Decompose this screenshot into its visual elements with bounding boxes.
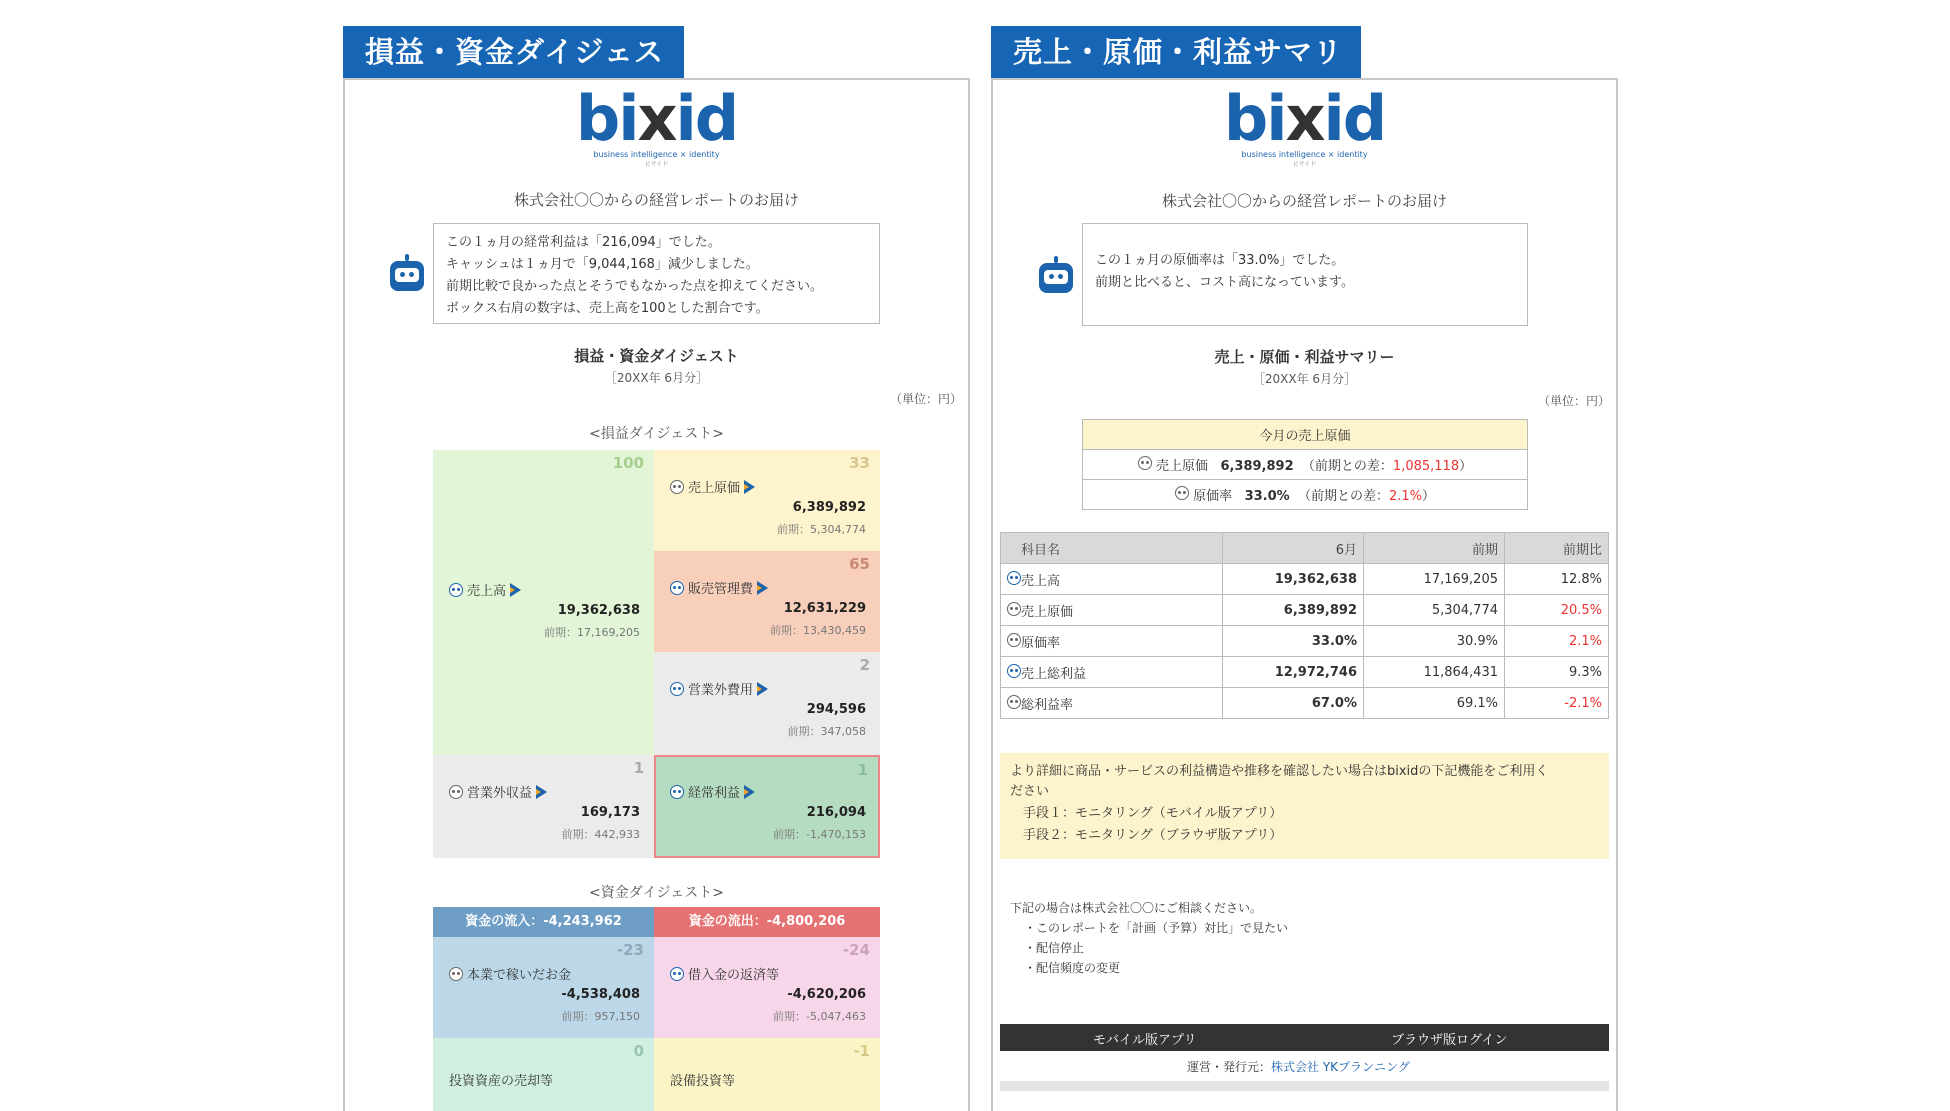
- mobile-app-link[interactable]: モバイル版アプリ: [1093, 1033, 1197, 1048]
- col-header-ratio: 前期比: [1505, 533, 1609, 564]
- pl-section-label: <損益ダイジェスト>: [589, 426, 724, 442]
- report-title: 損益・資金ダイジェスト: [574, 347, 739, 365]
- play-arrow-icon[interactable]: [744, 785, 755, 799]
- sales-cost-table: [1000, 532, 1609, 719]
- report-title: 売上・原価・利益サマリー: [1214, 348, 1395, 366]
- play-arrow-icon[interactable]: [536, 785, 547, 799]
- nonop-income-box[interactable]: 1 営業外収益 169,173 前期：442,933: [433, 755, 654, 858]
- face-icon: [670, 480, 684, 494]
- ordinary-profit-box[interactable]: 1 経常利益 216,094 前期：-1,470,153: [654, 755, 880, 858]
- face-icon: [449, 785, 463, 799]
- col-header-name: 科目名: [1001, 533, 1223, 564]
- detail-note: より詳細に商品・サービスの利益構造や推移を確認したい場合はbixidの下記機能をご利用く ださい 手段１：モニタリング（モバイル版アプリ） 手段２：モニタリング（ブラウザ版アプリ）: [1000, 753, 1609, 859]
- play-arrow-icon[interactable]: [757, 682, 768, 696]
- summary-head: 今月の売上原価: [1083, 420, 1528, 450]
- unit-label: （単位：円）: [890, 392, 963, 406]
- message-box: この１ヵ月の経常利益は「216,094」でした。 キャッシュは１ヵ月で「9,044,168」減少しました。 前期比較で良かった点とそうでもなかった点を抑えてください。 ボックス右肩の数字は、売上高を100とした割合です。: [433, 223, 880, 324]
- report-heading: 株式会社〇〇からの経営レポートのお届け: [513, 191, 799, 209]
- nonop-expense-box[interactable]: 2 営業外費用 294,596 前期：347,058: [654, 652, 880, 755]
- table-row: 総利益率 67.0% 69.1% -2.1%: [1001, 688, 1609, 719]
- cogs-box[interactable]: 33 売上原価 6,389,892 前期：5,304,774: [654, 450, 880, 551]
- robot-icon: [390, 254, 424, 294]
- message-box: この１ヵ月の原価率は「33.0%」でした。 前期と比べると、コスト高になっています。: [1082, 223, 1528, 326]
- sales-cost-tag: 売上・原価・利益サマリー: [991, 26, 1361, 78]
- browser-login-link[interactable]: ブラウザ版ログイン: [1391, 1033, 1508, 1048]
- contact-info: 下記の場合は株式会社〇〇にご相談ください。 ・このレポートを「計画（予算）対比」で見たい ・配信停止 ・配信頻度の変更: [1010, 901, 1289, 975]
- face-icon: [1007, 695, 1021, 709]
- face-icon: [1007, 571, 1021, 585]
- table-row: 売上総利益 12,972,746 11,864,431 9.3%: [1001, 657, 1609, 688]
- capex-box[interactable]: -1 設備投資等: [654, 1038, 880, 1111]
- pl-cash-tag: 損益・資金ダイジェスト: [343, 26, 684, 78]
- cf-outflow-header: 資金の流出：-4,800,206: [654, 907, 880, 937]
- table-row: 売上原価 6,389,892 5,304,774 20.5%: [1001, 595, 1609, 626]
- sales-box[interactable]: 100 売上高 19,362,638 前期：17,169,205: [433, 450, 654, 755]
- face-icon: [670, 785, 684, 799]
- col-header-prev: 前期: [1364, 533, 1505, 564]
- play-arrow-icon[interactable]: [744, 480, 755, 494]
- face-icon: [1007, 664, 1021, 678]
- report-heading: 株式会社〇〇からの経営レポートのお届け: [1161, 192, 1447, 210]
- face-icon: [1007, 602, 1021, 616]
- face-icon: [449, 967, 463, 981]
- face-icon: [670, 682, 684, 696]
- footer-bar: [1000, 1024, 1609, 1051]
- bixid-logo: bixid business intelligence × identity ビサイド: [1223, 82, 1386, 168]
- report-period: ［20XX年 6月分］: [604, 371, 709, 385]
- report-period: ［20XX年 6月分］: [1252, 372, 1357, 386]
- footer-divider: [1000, 1081, 1609, 1091]
- play-arrow-icon[interactable]: [510, 583, 521, 597]
- col-header-current: 6月: [1223, 533, 1364, 564]
- cf-section-label: <資金ダイジェスト>: [589, 885, 724, 901]
- asset-sale-box[interactable]: 0 投資資産の売却等: [433, 1038, 654, 1111]
- table-row: 原価率 33.0% 30.9% 2.1%: [1001, 626, 1609, 657]
- play-arrow-icon[interactable]: [757, 581, 768, 595]
- sga-box[interactable]: 65 販売管理費 12,631,229 前期：13,430,459: [654, 551, 880, 652]
- face-icon: [670, 967, 684, 981]
- operator-link[interactable]: 株式会社 YKプランニング: [1271, 1060, 1410, 1074]
- cogs-summary-table: 今月の売上原価 売上原価 6,389,892 （前期との差：1,085,118） 原価率 33.0% （前期との差：2.1%）: [1082, 419, 1528, 510]
- face-icon: [1138, 456, 1152, 470]
- robot-icon: [1039, 256, 1073, 296]
- bixid-logo: bixid business intelligence × identity ビサイド: [575, 82, 738, 168]
- operator-line: 運営・発行元：株式会社 YKプランニング: [1187, 1060, 1410, 1074]
- face-icon: [670, 581, 684, 595]
- loan-repayment-box[interactable]: -24 借入金の返済等 -4,620,206 前期：-5,047,463: [654, 937, 880, 1038]
- unit-label: （単位：円）: [1538, 394, 1611, 408]
- table-row: 売上高 19,362,638 17,169,205 12.8%: [1001, 564, 1609, 595]
- face-icon: [1175, 486, 1189, 500]
- cf-inflow-header: 資金の流入：-4,243,962: [433, 907, 654, 937]
- face-icon: [449, 583, 463, 597]
- face-icon: [1007, 633, 1021, 647]
- operating-cf-box[interactable]: -23 本業で稼いだお金 -4,538,408 前期：957,150: [433, 937, 654, 1038]
